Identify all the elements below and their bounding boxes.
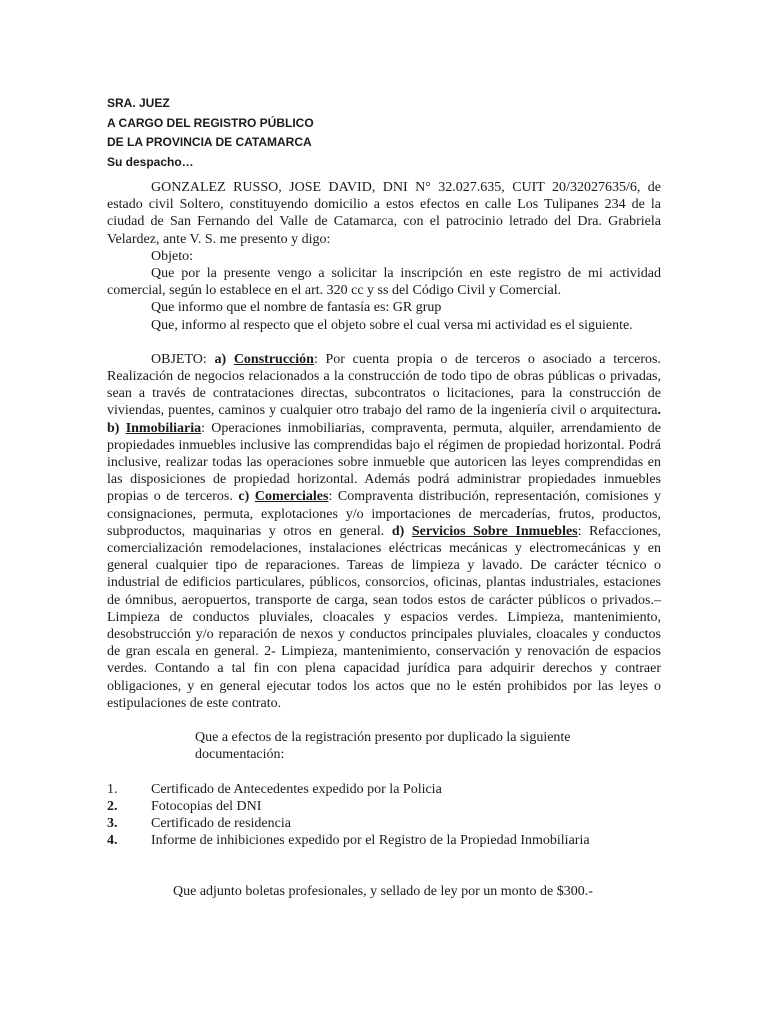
clause-title: Servicios Sobre Inmuebles <box>411 523 578 539</box>
clause-marker: d) <box>391 523 412 539</box>
clause-title: Construcción <box>233 351 314 367</box>
addressee-block <box>107 94 314 172</box>
document-body <box>107 179 661 901</box>
spacer <box>107 849 661 866</box>
petition-paragraph: Que por la presente vengo a solicitar la inscripción en este registro de mi actividad comercial, según lo establece en el art. 320 cc y ss del Código Civil y Comercial. <box>107 266 661 299</box>
clause-marker: a) <box>214 351 234 367</box>
clause-text: : Operaciones inmobiliarias, compraventa, permuta, alquiler, arrendamiento de propiedades inmuebles inclusive las comprendidas bajo el régimen de propiedad horizontal. Podrá inclusive, realizar todas las operaciones sobre inmueble que autoricen las leyes comprendidas en las disposiciones de propiedad horizontal. Además podrá administrar propiedades inmuebles propias o de terceros. <box>107 420 661 505</box>
intro-paragraph: GONZALEZ RUSSO, JOSE DAVID, DNI N° 32.027.635, CUIT 20/32027635/6, de estado civil Soltero, constituyendo domicilio a estos efectos en calle Los Tulipanes 234 de la ciudad de San Fernando del Valle de Catamarca, con el patrocinio letrado del Dra. Grabriela Velardez, ante V. S. me presento y digo: <box>107 180 661 247</box>
list-item <box>107 832 661 849</box>
spacer <box>107 866 661 883</box>
addressee-line: SRA. JUEZ <box>107 96 170 110</box>
documentation-intro: Que a efectos de la registración presento por duplicado la siguiente documentación: <box>195 730 571 763</box>
spacer <box>107 764 661 781</box>
list-item <box>107 781 661 798</box>
object-intro-paragraph: Que, informo al respecto que el objeto sobre el cual versa mi actividad es el siguiente. <box>151 317 633 333</box>
objeto-paragraph <box>107 351 661 712</box>
clause-marker: . b) <box>107 403 661 436</box>
spacer <box>107 712 661 729</box>
addressee-line: Su despacho… <box>107 154 194 169</box>
list-number: 4. <box>107 833 118 849</box>
fantasy-name-paragraph: Que informo que el nombre de fantasía es: GR grup <box>151 300 442 316</box>
closing-paragraph: Que adjunto boletas profesionales, y sellado de ley por un monto de $300.- <box>173 884 593 900</box>
objeto-heading: Objeto: <box>151 248 193 264</box>
clause-title: Comerciales <box>254 489 329 505</box>
list-text: Certificado de residencia <box>151 815 291 831</box>
clause-text: : Por cuenta propia o de terceros o asociado a terceros. Realización de negocios relacionados a la construcción de todo tipo de obras públicas o privadas, sean a través de contrataciones directas, subcontratos o licitaciones, para la construcción de viviendas, puentes, caminos y cualquier otro trabajo del ramo de la ingeniería civil o arquitectura <box>107 351 662 419</box>
list-number: 3. <box>107 815 118 831</box>
documents-list <box>107 781 661 850</box>
clause-text: : Refacciones, comercialización remodelaciones, instalaciones eléctricas mecánicas y electromecánicas y en general cualquier tipo de reparaciones. Tareas de limpieza y lavado. De carácter técnico o industrial de edificios particulares, públicos, consorcios, oficinas, plantas industriales, estaciones de ómnibus, aeropuertos, transporte de carga, sean todos estos de carácter públicos o privados.– Limpieza de conductos pluviales, cloacales y espacios verdes. Limpieza, mantenimiento, desobstrucción y/o reparación de nexos y conductos principales pluviales, cloacales y conductos de gran escala en general. 2- Limpieza, mantenimiento, conservación y renovación de espacios verdes. Contando a tal fin con plena capacidad jurídica para adquirir derechos y contraer obligaciones, y en general ejecutar todos los actos que no le estén prohibidos por las leyes o estipulaciones de este contrato. <box>107 523 661 711</box>
list-number: 1. <box>107 781 118 797</box>
list-item <box>107 798 661 815</box>
addressee-line: A CARGO DEL REGISTRO PÚBLICO <box>107 115 314 130</box>
spacer <box>107 334 661 351</box>
list-item <box>107 815 661 832</box>
clause-marker: c) <box>238 489 255 505</box>
list-text: Fotocopias del DNI <box>151 798 262 814</box>
list-text: Informe de inhibiciones expedido por el Registro de la Propiedad Inmobiliaria <box>151 833 590 849</box>
objeto-label: OBJETO: <box>151 351 215 367</box>
list-text: Certificado de Antecedentes expedido por la Policia <box>151 781 442 797</box>
clause-title: Inmobiliaria <box>125 420 202 436</box>
addressee-line: DE LA PROVINCIA DE CATAMARCA <box>107 135 312 149</box>
clause-text: : Compraventa distribución, representación, comisiones y consignaciones, permuta, explotaciones y/o importaciones de mercaderías, frutos, productos, subproductos, maquinarias y otros en general. <box>107 489 661 539</box>
list-number: 2. <box>107 798 118 814</box>
